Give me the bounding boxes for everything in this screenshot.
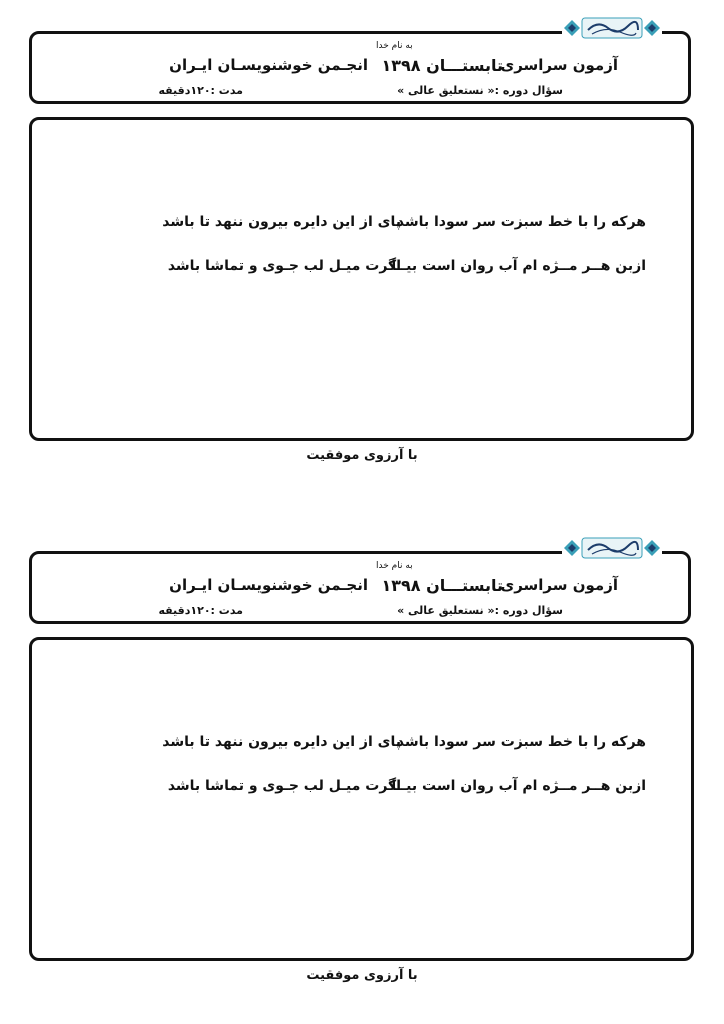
question-box xyxy=(29,117,694,441)
exam-season: تابستـــان ۱۳۹۸ xyxy=(381,56,503,75)
society-name: انجـمن خوشنویسـان ایـران xyxy=(169,576,368,594)
exam-sheet-top xyxy=(0,0,724,480)
society-logo xyxy=(562,534,662,562)
exam-season: تابستـــان ۱۳۹۸ xyxy=(381,576,503,595)
verse-hemistich-right: ازبن هــر مــژه ام آب روان است بیــا xyxy=(391,778,646,794)
duration-label: مدت :۱۲۰دقیقه xyxy=(158,84,243,97)
verse-hemistich-right: هرکه را با خط سبزت سر سودا باشد xyxy=(396,734,646,750)
verse-hemistich-left: پای از این دایره بیرون ننهد تا باشد xyxy=(162,214,401,230)
good-luck-footer: با آرزوی موفقیت xyxy=(306,968,418,983)
bismillah: به نام خدا xyxy=(376,41,413,51)
exam-title: آزمون سراسری xyxy=(500,576,618,594)
duration-label: مدت :۱۲۰دقیقه xyxy=(158,604,243,617)
society-name: انجـمن خوشنویسـان ایـران xyxy=(169,56,368,74)
verse-hemistich-left: پای از این دایره بیرون ننهد تا باشد xyxy=(162,734,401,750)
verse-hemistich-right: ازبن هــر مــژه ام آب روان است بیــا xyxy=(391,258,646,274)
question-box xyxy=(29,637,694,961)
exam-sheet-bottom xyxy=(0,520,724,1000)
exam-title: آزمون سراسری xyxy=(500,56,618,74)
society-logo xyxy=(562,14,662,42)
good-luck-footer: با آرزوی موفقیت xyxy=(306,448,418,463)
verse-hemistich-right: هرکه را با خط سبزت سر سودا باشد xyxy=(396,214,646,230)
course-label: سؤال دوره :« نستعلیق عالی » xyxy=(397,604,563,617)
verse-hemistich-left: اگرت میـل لب جـوی و تماشا باشد xyxy=(167,258,401,274)
course-label: سؤال دوره :« نستعلیق عالی » xyxy=(397,84,563,97)
bismillah: به نام خدا xyxy=(376,561,413,571)
verse-hemistich-left: اگرت میـل لب جـوی و تماشا باشد xyxy=(167,778,401,794)
